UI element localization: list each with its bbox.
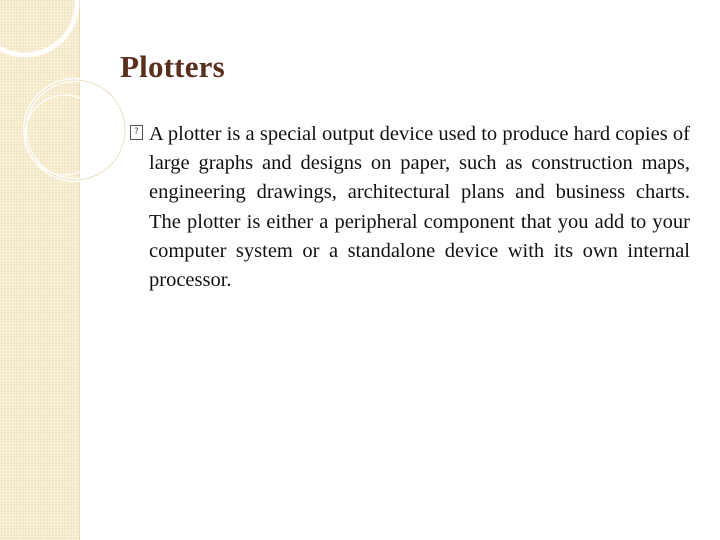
slide-title: Plotters <box>120 49 225 84</box>
decorative-circles-icon <box>0 0 140 220</box>
bullet-item <box>130 120 690 295</box>
bullet-text: A plotter is a special output device used to produce hard copies of large graphs and designs on paper, such as construction maps, engineering drawings, architectural plans and business charts. The plotter is either a peripheral component that you add to your computer system or a standalone device with its own internal processor. <box>149 123 690 292</box>
bullet-box-icon: ? <box>130 125 143 140</box>
